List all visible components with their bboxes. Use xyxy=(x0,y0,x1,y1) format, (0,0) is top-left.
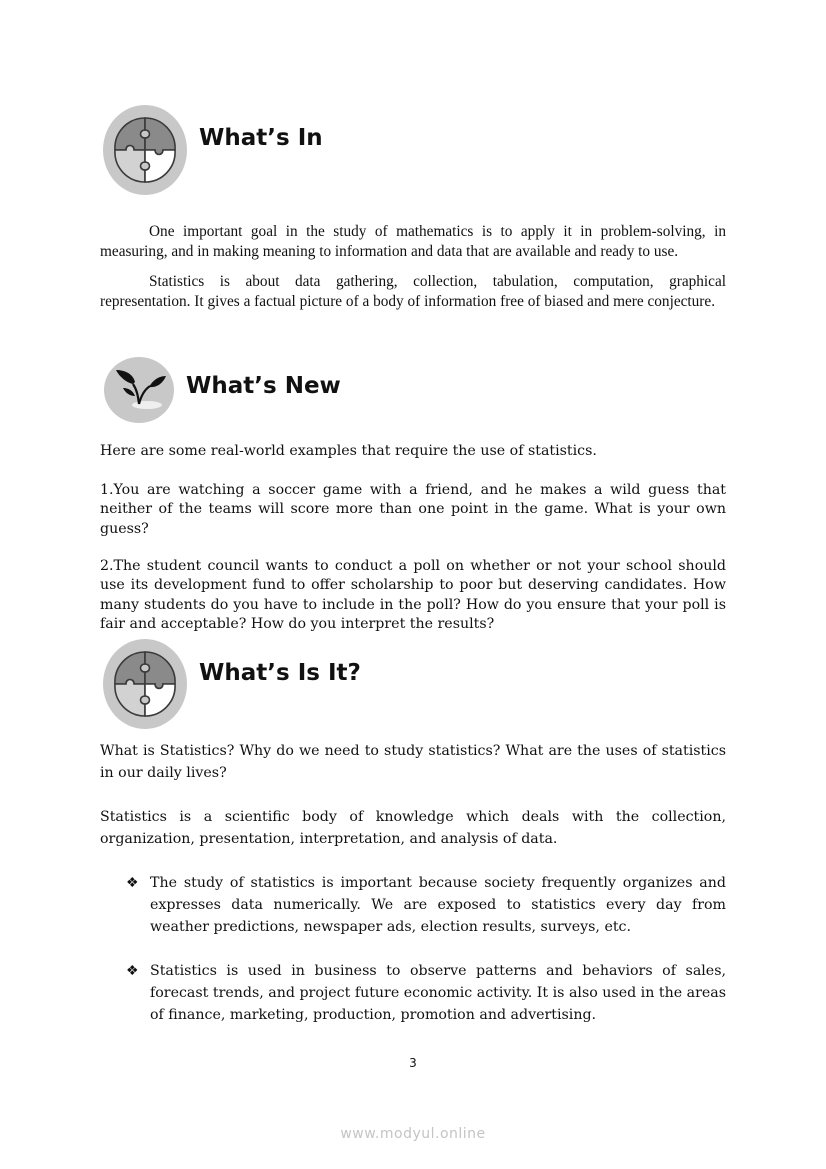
puzzle-icon xyxy=(102,638,188,730)
puzzle-icon xyxy=(102,104,188,196)
section-heading-whats-in: What’s In xyxy=(199,125,323,151)
list-item-text: The study of statistics is important because society frequently organizes and expresses data numerically. We are exposed to statistics every day from weather predictions, newspaper ads, election results, surveys, etc. xyxy=(150,875,726,935)
page-number: 3 xyxy=(409,1056,417,1070)
list-item xyxy=(126,960,726,1026)
whats-is-it-questions: What is Statistics? Why do we need to study statistics? What are the uses of statistics in our daily lives? xyxy=(100,743,726,781)
list-item-text: Statistics is used in business to observe patterns and behaviors of sales, forecast trends, and project future economic activity. It is also used in the areas of finance, marketing, production, promotion and advertising. xyxy=(150,963,726,1023)
list-item xyxy=(126,872,726,938)
whats-in-paragraph-2: Statistics is about data gathering, collection, tabulation, computation, graphical representation. It gives a factual picture of a body of information free of biased and mere conjecture. xyxy=(100,273,726,310)
diamond-bullet-icon: ❖ xyxy=(126,963,139,979)
watermark: www.modyul.online xyxy=(340,1126,486,1142)
whats-new-example-1: 1.You are watching a soccer game with a friend, and he makes a wild guess that neither of the teams will score more than one point in the game. What is your own guess? xyxy=(100,482,726,537)
whats-in-paragraph-1: One important goal in the study of mathematics is to apply it in problem-solving, in measuring, and in making meaning to information and data that are available and ready to use. xyxy=(100,223,726,260)
whats-new-example-2: 2.The student council wants to conduct a poll on whether or not your school should use its development fund to offer scholarship to poor but deserving candidates. How many students do you have to include in the poll? How do you ensure that your poll is fair and acceptable? How do you interpret the results? xyxy=(100,558,726,632)
diamond-bullet-icon: ❖ xyxy=(126,875,139,891)
sprout-icon xyxy=(103,356,175,424)
section-heading-whats-new: What’s New xyxy=(186,373,341,399)
section-heading-whats-is-it: What’s Is It? xyxy=(199,660,361,686)
statistics-definition: Statistics is a scientific body of knowledge which deals with the collection, organization, presentation, interpretation, and analysis of data. xyxy=(100,809,726,847)
whats-new-intro: Here are some real-world examples that require the use of statistics. xyxy=(100,443,597,459)
